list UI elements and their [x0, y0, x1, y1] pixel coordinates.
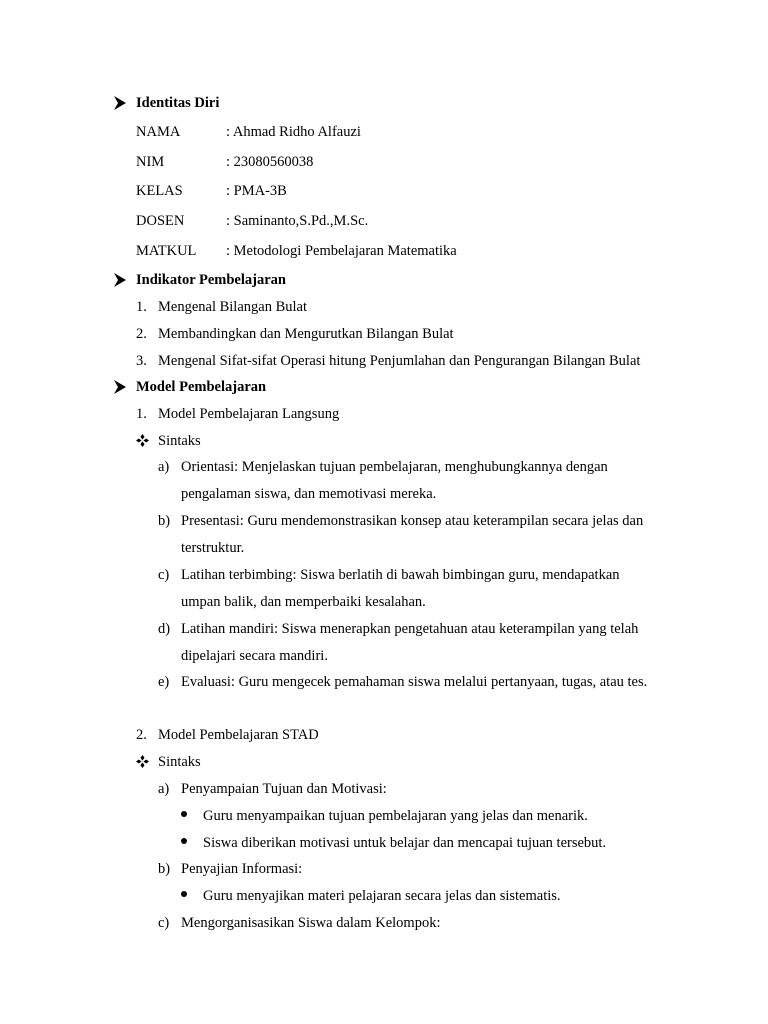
step-letter: c) — [158, 567, 170, 583]
field-value-dosen: : Saminanto,S.Pd.,M.Sc. — [226, 213, 369, 229]
bullet-dot-icon — [181, 891, 187, 897]
list-number: 2. — [136, 326, 147, 342]
field-value-nim: : 23080560038 — [226, 154, 314, 170]
bullet-dot-icon — [181, 838, 187, 844]
step-text: Penyajian Informasi: — [181, 861, 303, 877]
step-text: Latihan terbimbing: Siswa berlatih di bawah bimbingan guru, mendapatkan — [181, 567, 620, 583]
arrow-bullet-icon — [114, 273, 128, 287]
diamond-bullet-icon — [136, 434, 150, 448]
field-value-matkul: : Metodologi Pembelajaran Matematika — [226, 243, 457, 259]
field-label-matkul: MATKUL — [136, 243, 197, 259]
field-label-nama: NAMA — [136, 124, 181, 140]
step-text: umpan balik, dan memperbaiki kesalahan. — [181, 594, 426, 610]
step-letter: a) — [158, 459, 170, 475]
step-letter: c) — [158, 915, 170, 931]
arrow-bullet-icon — [114, 380, 128, 394]
step-text: pengalaman siswa, dan memotivasi mereka. — [181, 486, 437, 502]
step-text: Penyampaian Tujuan dan Motivasi: — [181, 781, 387, 797]
field-label-nim: NIM — [136, 154, 165, 170]
bullet-text: Siswa diberikan motivasi untuk belajar dan mencapai tujuan tersebut. — [203, 835, 607, 851]
step-text: dipelajari secara mandiri. — [181, 648, 328, 664]
step-letter: b) — [158, 513, 171, 529]
step-text: Mengorganisasikan Siswa dalam Kelompok: — [181, 915, 441, 931]
field-label-dosen: DOSEN — [136, 213, 185, 229]
list-number: 1. — [136, 406, 147, 422]
bullet-text: Guru menyajikan materi pelajaran secara jelas dan sistematis. — [203, 888, 561, 904]
list-item: Membandingkan dan Mengurutkan Bilangan Bulat — [158, 326, 454, 342]
list-number: 1. — [136, 299, 147, 315]
sintaks-label: Sintaks — [158, 754, 201, 770]
field-value-kelas: : PMA-3B — [226, 183, 287, 199]
bullet-dot-icon — [181, 811, 187, 817]
arrow-bullet-icon — [114, 96, 128, 110]
step-text: Latihan mandiri: Siswa menerapkan pengetahuan atau keterampilan yang telah — [181, 621, 639, 637]
step-text: Presentasi: Guru mendemonstrasikan konsep atau keterampilan secara jelas dan — [181, 513, 644, 529]
section-heading-identitas: Identitas Diri — [136, 95, 220, 111]
list-item: Mengenal Bilangan Bulat — [158, 299, 307, 315]
model-title-langsung: Model Pembelajaran Langsung — [158, 406, 340, 422]
list-item: Mengenal Sifat-sifat Operasi hitung Penjumlahan dan Pengurangan Bilangan Bulat — [158, 353, 641, 369]
step-letter: d) — [158, 621, 171, 637]
section-heading-indikator: Indikator Pembelajaran — [136, 272, 286, 288]
step-letter: a) — [158, 781, 170, 797]
section-heading-model: Model Pembelajaran — [136, 379, 267, 395]
field-value-nama: : Ahmad Ridho Alfauzi — [226, 124, 361, 140]
bullet-text: Guru menyampaikan tujuan pembelajaran yang jelas dan menarik. — [203, 808, 588, 824]
sintaks-label: Sintaks — [158, 433, 201, 449]
step-text: Evaluasi: Guru mengecek pemahaman siswa melalui pertanyaan, tugas, atau tes. — [181, 674, 648, 690]
list-number: 2. — [136, 727, 147, 743]
list-number: 3. — [136, 353, 147, 369]
model-title-stad: Model Pembelajaran STAD — [158, 727, 319, 743]
diamond-bullet-icon — [136, 755, 150, 769]
step-text: terstruktur. — [181, 540, 245, 556]
step-text: Orientasi: Menjelaskan tujuan pembelajaran, menghubungkannya dengan — [181, 459, 608, 475]
step-letter: e) — [158, 674, 170, 690]
step-letter: b) — [158, 861, 171, 877]
field-label-kelas: KELAS — [136, 183, 183, 199]
